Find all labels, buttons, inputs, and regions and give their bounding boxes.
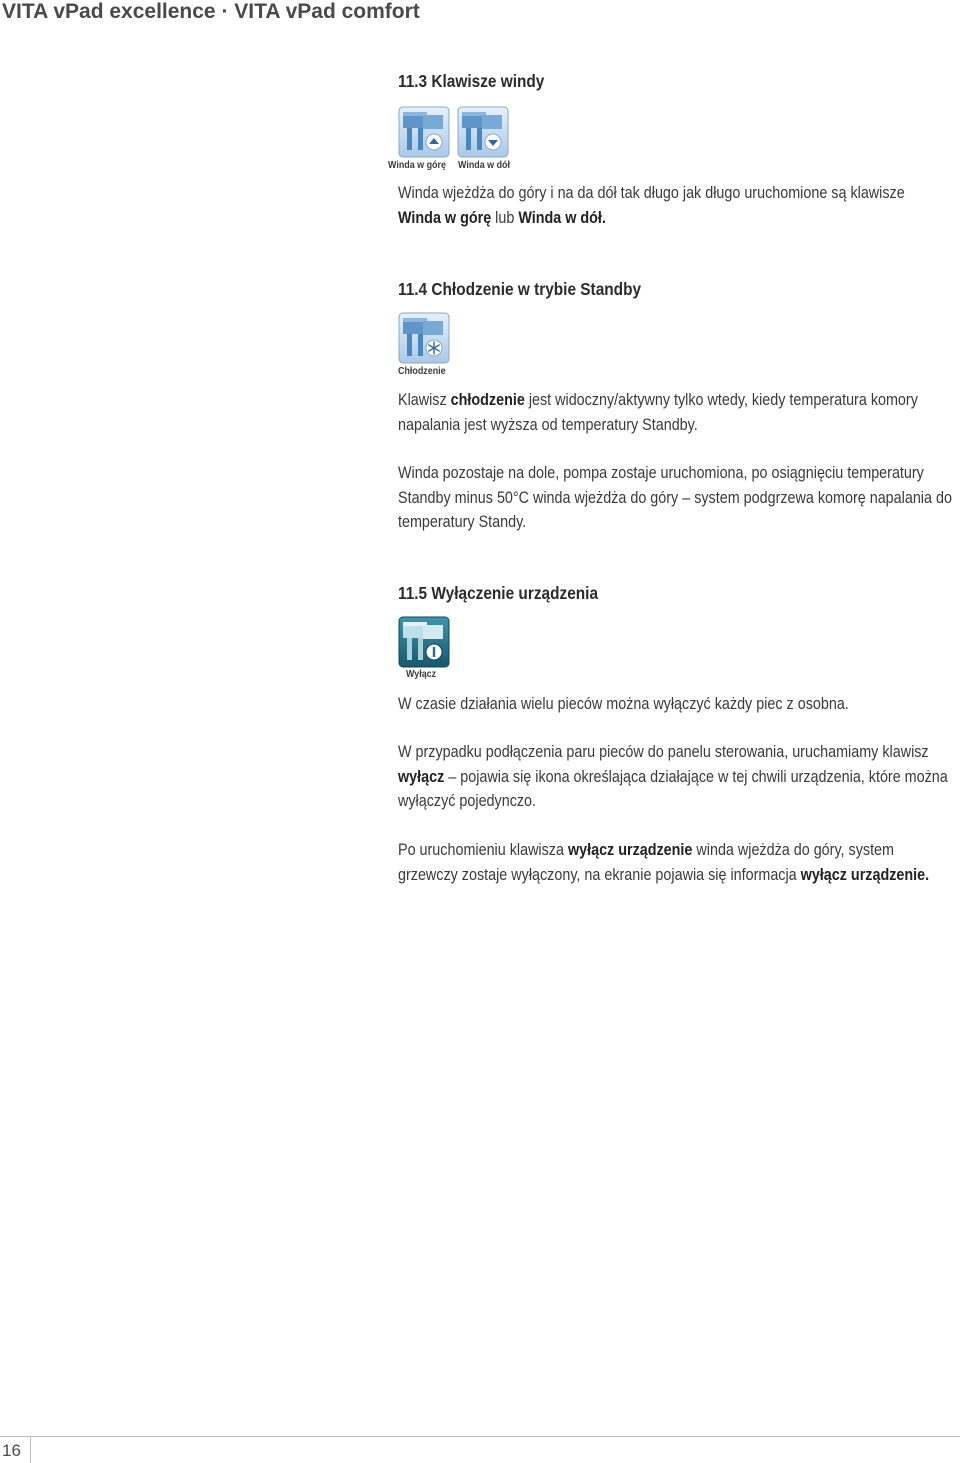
power-off-icon [398,616,450,668]
shutdown-text-pre: W przypadku podłączenia paru pieców do panelu sterowania, uruchamiamy klawisz [398,743,929,761]
cooling-text-pre: Klawisz [398,391,451,409]
shutdown-label: Wyłącz [406,668,437,680]
cooling-button[interactable] [398,312,450,364]
shutdown-device-key-name: wyłącz urządzenie [567,841,693,859]
lift-up-label: Winda w górę [388,159,446,171]
shutdown-button[interactable] [398,616,450,668]
shutdown-p3-pre: Po uruchomieniu klawisza [398,841,568,859]
winch-down-key-name: Winda w dół. [518,208,606,227]
winch-paragraph [398,181,955,230]
cooling-key-name: chłodzenie [450,391,525,409]
shutdown-key-name: wyłącz [398,767,445,786]
document-header-title: VITA vPad excellence · VITA vPad comfort [2,0,420,23]
page-number: 16 [2,1441,21,1460]
footer-page-divider [30,1437,31,1463]
winch-text-1: Winda wjeżdża do góry i na da dół tak długo jak długo uruchomione są klawisze [398,184,905,202]
cooling-paragraph-2: Winda pozostaje na dole, pompa zostaje uruchomiona, po osiągnięciu temperatury Standby minus 50°C winda wjeżdża do góry – system podgrzewa komorę napalania do temperatury Standy. [398,464,952,531]
cooling-paragraph-1 [398,388,955,437]
snowflake-icon [398,312,450,364]
shutdown-paragraph-2 [398,740,955,814]
lift-down-icon [457,106,509,158]
shutdown-paragraph-3 [398,838,955,887]
cooling-label: Chłodzenie [398,365,446,377]
lift-up-icon [398,106,450,158]
shutdown-paragraph-1: W czasie działania wielu pieców można wyłączyć każdy piec z osobna. [398,695,849,713]
footer-divider [0,1436,960,1437]
shutdown-device-message: wyłącz urządzenie. [800,865,930,884]
section-title-cooling: 11.4 Chłodzenie w trybie Standby [398,279,642,299]
cooling-text-post: jest widoczny/aktywny tylko wtedy, kiedy temperatura komory napalania jest wyższa od temperatury Standby. [398,391,918,434]
lift-down-button[interactable] [457,106,509,158]
shutdown-text-post: – pojawia się ikona określająca działające w tej chwili urządzenia, które można wyłączyć pojedynczo. [398,767,948,810]
winch-up-key-name: Winda w górę [398,208,492,227]
lift-up-button[interactable] [398,106,450,158]
section-title-winch-keys: 11.3 Klawisze windy [398,71,545,91]
lift-down-label: Winda w dół [458,159,510,171]
section-title-shutdown: 11.5 Wyłączenie urządzenia [398,583,599,603]
winch-text-mid: lub [491,208,519,227]
shutdown-p3-mid: winda wjeżdża do góry, system grzewczy zostaje wyłączony, na ekranie pojawia się informacja [398,841,895,884]
